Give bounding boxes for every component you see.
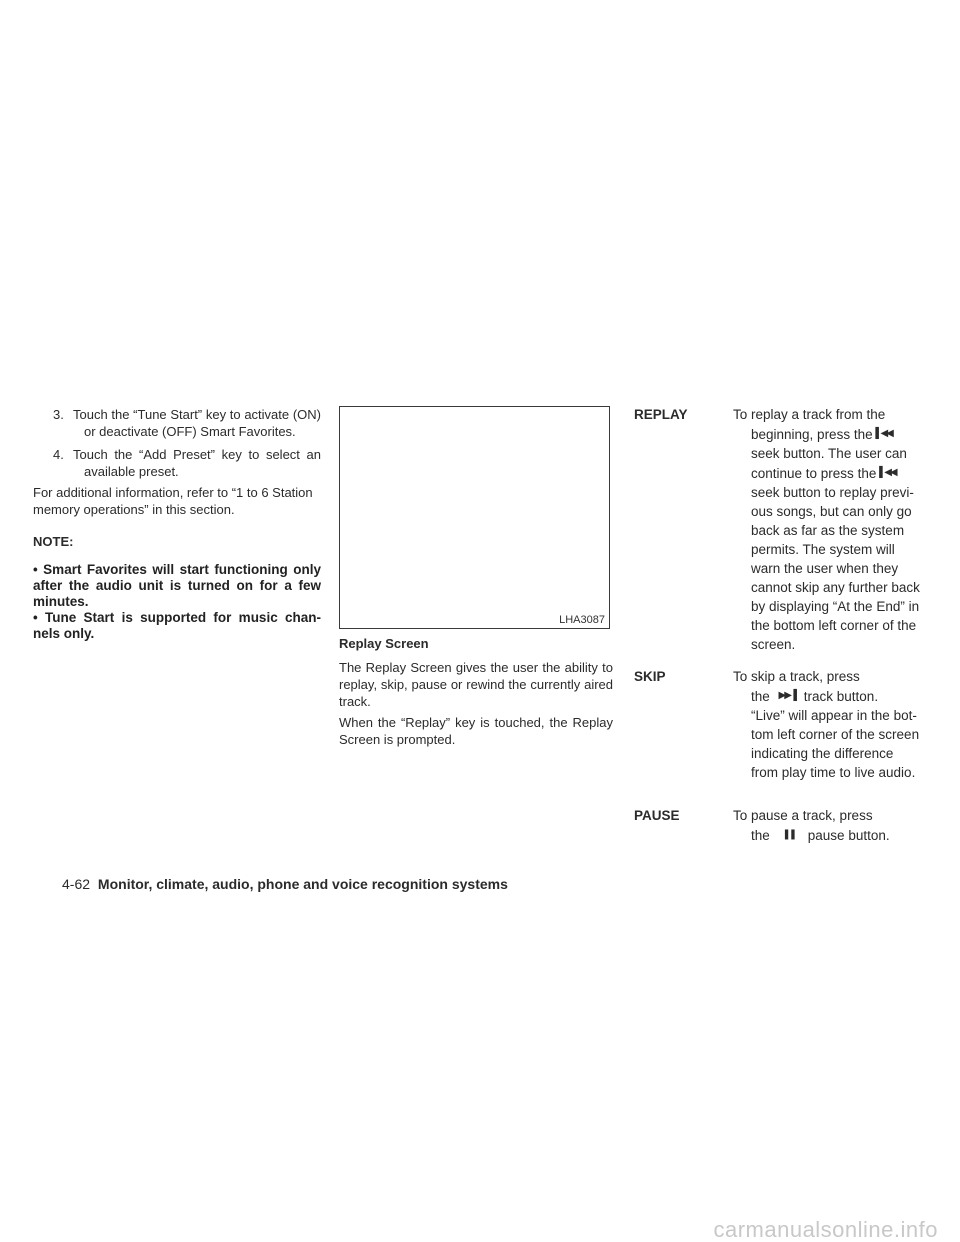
desc-line: by displaying “At the End” in bbox=[751, 599, 920, 614]
step-text-line2: or deactivate (OFF) Smart Favorites. bbox=[84, 424, 296, 439]
desc-line: indicating the difference bbox=[751, 746, 894, 761]
desc-line: the ❚❚ pause button. bbox=[733, 825, 911, 845]
desc-line: ous songs, but can only go bbox=[751, 504, 912, 519]
desc-line: permits. The system will bbox=[751, 542, 895, 557]
desc-line: seek button to replay previ- bbox=[751, 485, 914, 500]
replay-screen-paragraph: The Replay Screen gives the user the ability to replay, skip, pause or rewind the currently aired track. bbox=[339, 660, 613, 709]
note-line: • Smart Favorites will start functioning only bbox=[33, 562, 321, 577]
seek-back-icon: ▌◀◀ bbox=[875, 428, 892, 439]
pause-description bbox=[733, 806, 911, 845]
desc-line: tom left corner of the screen bbox=[751, 727, 920, 742]
desc-line: beginning, press the ▌◀◀ bbox=[733, 424, 911, 444]
note-body bbox=[33, 562, 321, 642]
figure-code: LHA3087 bbox=[559, 614, 605, 626]
replay-key-paragraph: When the “Replay” key is touched, the Replay Screen is prompted. bbox=[339, 715, 613, 747]
desc-line: screen. bbox=[751, 637, 796, 652]
desc-line: the bottom left corner of the bbox=[751, 618, 917, 633]
desc-line: continue to press the ▌◀◀ bbox=[733, 463, 911, 483]
desc-line: the ▶▶▐ track button. bbox=[733, 686, 911, 706]
page-footer bbox=[62, 876, 508, 892]
desc-line: “Live” will appear in the bot- bbox=[751, 708, 917, 723]
desc-line: back as far as the system bbox=[751, 523, 905, 538]
desc-line: To skip a track, press bbox=[733, 669, 860, 684]
note-heading: NOTE: bbox=[33, 534, 74, 549]
step-number: 3. bbox=[53, 407, 64, 422]
watermark bbox=[0, 1218, 960, 1242]
step-text-line1: Touch the “Add Preset” key to select an bbox=[73, 447, 321, 462]
desc-line: seek button. The user can bbox=[751, 446, 907, 461]
step-4 bbox=[33, 446, 321, 480]
note-line: • Tune Start is supported for music chan- bbox=[33, 610, 321, 625]
desc-line: from play time to live audio. bbox=[751, 765, 916, 780]
seek-back-icon: ▌◀◀ bbox=[879, 467, 896, 478]
desc-line: cannot skip any further back bbox=[751, 580, 920, 595]
skip-description bbox=[733, 667, 920, 782]
replay-screen-figure bbox=[339, 406, 610, 629]
note-line: minutes. bbox=[33, 594, 89, 609]
pause-icon: ❚❚ bbox=[782, 829, 796, 840]
skip-forward-icon: ▶▶▐ bbox=[778, 690, 796, 701]
note-line: nels only. bbox=[33, 626, 95, 641]
desc-line: To replay a track from the bbox=[733, 407, 886, 422]
additional-info-paragraph: For additional information, refer to “1 to 6 Station memory operations” in this section. bbox=[33, 485, 313, 517]
step-text-line1: Touch the “Tune Start” key to activate (ON) bbox=[73, 407, 321, 422]
replay-term: REPLAY bbox=[634, 407, 688, 422]
section-title: Monitor, climate, audio, phone and voice recognition systems bbox=[97, 876, 508, 892]
pause-term: PAUSE bbox=[634, 808, 680, 823]
watermark-text: carmanualsonline.info bbox=[713, 1217, 938, 1242]
step-3 bbox=[33, 406, 321, 440]
desc-line: warn the user when they bbox=[751, 561, 899, 576]
note-line: after the audio unit is turned on for a few bbox=[33, 578, 321, 593]
step-number: 4. bbox=[53, 447, 64, 462]
replay-screen-heading: Replay Screen bbox=[339, 636, 429, 651]
skip-term: SKIP bbox=[634, 669, 666, 684]
step-text-line2: available preset. bbox=[84, 464, 179, 479]
desc-line: To pause a track, press bbox=[733, 808, 873, 823]
replay-description bbox=[733, 405, 920, 654]
page-number: 4-62 bbox=[62, 876, 91, 892]
